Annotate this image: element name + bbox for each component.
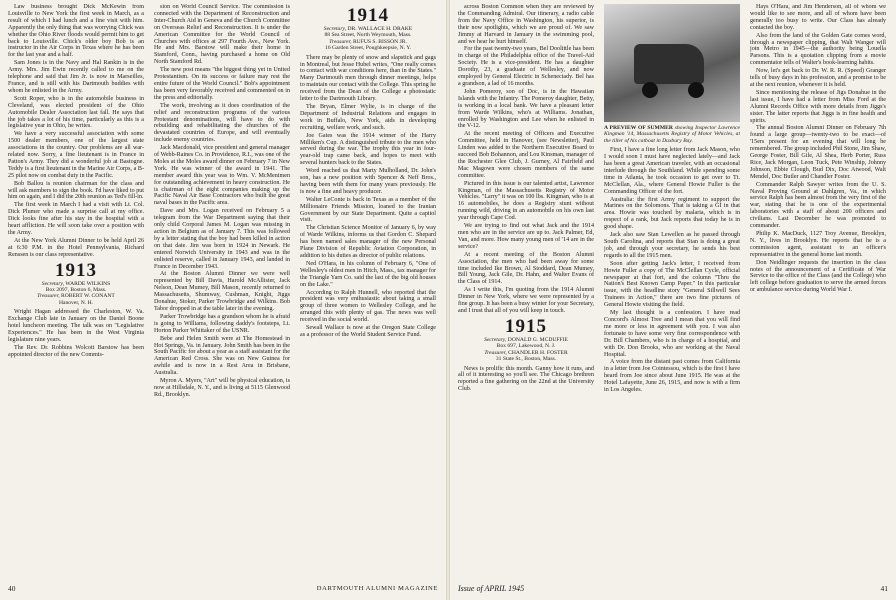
paragraph: Ned O'Hara, in his column of February 6, "One of Wellesley's oldest men in Hitch, Mass., tax manager for the Triangle Yarn Co. said the last of the big old houses on the Lake." <box>300 260 436 288</box>
paragraph: At the recent meeting of Officers and Executive Committee, held in Hanover, (see Newsletter), Paul Linden was added to the Northern Executive Board to succeed Bob Bohannon, and Lou Kinsman, manager of the Rochester Glee Club, J. Gurney, Al Fairfield and Mac Magown were chosen members of the same committee. <box>458 131 594 179</box>
magazine-title: DARTMOUTH ALUMNI MAGAZINE <box>316 585 438 592</box>
paragraph: There may be plenty of snow and slapstick and gags in Montreal, but Jesse Hubel writes, "One really comes to contact with war conditions here, than in the States." Many Dartmouth men through dinner meetings, helps to maintain our contact with the College. This spring he received from the Dean of the College a photostatic letter to the Dartmouth Library. <box>300 54 436 103</box>
paragraph: Sewall Wallace is now at the Oregon State College as a professor of the World Student Service Fund. <box>300 325 436 338</box>
paragraph: Hays O'Hara, and Jim Henderson, all of whom we would like to see more, and all of whom have been generally too busy to write. Our Class has already contacted the boy. <box>750 4 886 31</box>
paragraph: Now, let's get back to Dr. W. R. R. (Speed) Granger tells of busy days in his profession, and a promise to be at the next reunion, whenever it is held. <box>750 68 886 88</box>
right-column-3 <box>750 4 886 574</box>
paragraph: We have a very successful association with some 1500 dealer members, one of the largest state associations in the country. Our problems are all war-related now. Sorry, a fine lieutenant is in France in Patton's Army. They did a wonderful job at Bastogne. Teddy is a first lieutenant in the Marine Air Corps, a B-25 pilot now on combat duty in the Pacific. <box>8 131 144 179</box>
officer-line: Treasurer, ROBERT W. CONANT <box>37 293 115 300</box>
paragraph: We are trying to find out what Jack and the 1914 men who are in the service are up to. Jack Palmer, Ed, Van, and more. How many young men of '14 are in the service? <box>458 223 594 250</box>
class-heading-1914 <box>300 6 436 52</box>
paragraph: Word reached us that Marty Mulholland, Dr. John's son, has a new position with Spencer & Neff Bros., having been with them for many years previously. He is now a fine and heavy producer. <box>300 168 436 195</box>
paragraph: A voice from the distant past comes from California in a letter from Joe Cointessou, which is the first I have heard from Joe since about June 1915. He was at the Hotel Lafayette, June 26, 1915, and now is with a firm in Los Angeles. <box>604 359 740 394</box>
officer-line: Secretary, DONALD G. MCDUFFIE <box>484 336 568 343</box>
page-number: 40 <box>8 584 16 593</box>
left-page-footer <box>8 582 438 596</box>
paragraph: The Christian Science Monitor of January 6, by way of Warde Wilkins, informs us that Gordon C. Shepard has been named sales manager of the new Personal Plane Division of Republic Aviation Corporation, in addition to his duties as director of public relations. <box>300 225 436 259</box>
left-column-2 <box>154 4 290 574</box>
paragraph: The new post means "the biggest thing yet in United Protestantism. On its success or failure may rest the entire future of the World Council." Bob's appointment has been very favorably received and commented on in the press and editorially. <box>154 67 290 101</box>
paragraph: Philip K. MacDuck, 1127 Troy Avenue, Brooklyn, N. Y., lives in Brooklyn. He reports that he is a commission agent, assistant to an officer's representative in the general home last month. <box>750 231 886 258</box>
left-page <box>8 4 438 596</box>
paragraph: Scott Roper, who is in the automobile business in Cleveland, was elected president of the Ohio Automobile Dealer Association last fall. He says that the job takes a lot of his time, particularly as this is a legislative year in Ohio, he writes. <box>8 95 144 130</box>
paragraph: First, I have a fine long letter from Jack Mason, who I would soon I must have neglected lately—and Jack has been a great American traveler, with an occasional interlude through the Southland. While spending some time in Atlanta, he took occasion to get over to Tt. McClellan, Ala., where General Howie Fuller is the Commanding Officer of the fort. <box>604 147 740 195</box>
paragraph: John Pomeroy, son of Doc, is in the Hawaiian Islands with the Infantry. The Pomeroy daughter, Betty, is working in a local bank. We have a pleasant letter from Warde Wilkins, who's at Williams. Jonathan, enrolled by Washington and Lee when he enlisted in the V-12. <box>458 88 594 130</box>
left-column-3 <box>300 4 436 574</box>
officer-address: 16 Garden Street, Poughkeepsie, N. Y. <box>325 45 411 52</box>
paragraph: At a recent meeting of the Boston Alumni Association, the men who had been away for some time included Ike Brown, Al Stoddard, Dean Mumey, Bill Young, Jack Gile, Dr. Hahn, and Walter Evans of the Class of 1914. <box>458 251 594 286</box>
paragraph: At the New York Alumni Dinner to be held April 26 at 6:30 P.M. in the Hotel Pennsylvania, Richard Renssen is our class representative. <box>8 237 144 258</box>
paragraph: For the past twenty-two years, Bel Doolittle has been in charge of the Philadelphia office of the Travel-Aid Society. He is a vice-president. He has a daughter Dorothy, 23, a graduate of Wellesley, and now employed by General Electric in Schenectady. Bel has a grandson, a lad of 16 months. <box>458 46 594 87</box>
officer-address: Hanover, N. H. <box>58 299 94 306</box>
officer-address: Box 697, Lakewood, N. J. <box>496 343 556 350</box>
paragraph: My last thought is a confession. I have read Concord's Almost Tree and I mean that you will find me more or less in agreement with you. I was also fortunate to have some very fine correspondence with Dr. Bill Chambers, who is in charge of a hospital, and with Dr. Don Brooks, who are working at the Naval Hospital. <box>604 310 740 358</box>
right-column-2 <box>604 4 740 574</box>
paragraph: sion on World Council Service. The commission is connected with the Department of Reconstruction and Inter-Church Aid in Geneva and the Church Committee on Overseas Relief and Reconstruction. It is under the American Committee for the World Council of Churches with offices at 297 Fourth Ave., New York. He and Mrs. Barstow will make their home in Stamford, Conn., having purchased a home on Old North Stamford Rd. <box>154 4 290 66</box>
paragraph: across Boston Common when they are reviewed by the Commanding Admiral. Our itinerary, a radio cable from the Navy Office in Washington, his superior, is their now spotlights, which we are proud of. We saw Jimmy at Harvard in January in the swimming pool, and we hear he hurt himself. <box>458 4 594 45</box>
paragraph: Wright Hagan addressed the Charleston, W. Va. Exchange Club late in January on the Daniel Boone hotel luncheon meeting. The talk was on "Legislative Experiences." He has been in the West Virginia legislature nine years. <box>8 309 144 343</box>
right-column-1 <box>458 4 594 574</box>
class-heading-1915 <box>458 317 594 363</box>
officer-address: Box 2097, Boston 6, Mass. <box>45 287 107 294</box>
paragraph: Since mentioning the release of Jigs Donahue in the last issue, I have had a letter from Miss Ford at the Alumni Records Office with more details from Jiggs's sister. The latter reports that Jiggs is in fine health and spirits. <box>750 89 886 124</box>
paragraph: Soon after getting Jack's letter, I received from Howie Fuller a copy of The McClellan Cycle, official newspaper at that fort, and the column "Thru the Nation's Best Known Camp Paper." In this particular issue, with the headline story "General Sillwell Sees Trainees in Action," there are two fine pictures of General Howie visiting the field. <box>604 260 740 309</box>
paragraph: The Rev. Dr. Robbins Wolcott Barstow has been appointed director of the new Commis- <box>8 344 144 358</box>
officer-line: Secretary, WARDE WILKINS <box>41 280 111 287</box>
paragraph: The work, involving as it does coordination of the relief and reconstruction programs of the various Protestant denominations, will have to do with rebuilding and rehabilitating the churches of the devastated countries of Europe, and will eventually include enemy countries. <box>154 102 290 144</box>
officer-line: Secretary, DR. WALLACE H. DRAKE <box>323 26 413 32</box>
paragraph: Commander Ralph Sawyer writes from the U. S. Naval Proving Ground at Dahlgren, Va., in which service Ralph has been almost from the very first of the war, stating that he is one of the experimental laboratories with a staff of about 200 officers and civilians. Last December he was promoted to commander. <box>750 181 886 230</box>
paragraph: The Bryan, Elmer Wylie, is in charge of the Department of Industrial Relations and engages in work in Buffalo, New York, aids in developing recruiting, welfare work, and such. <box>300 103 436 131</box>
paragraph: At the Boston Alumni Dinner we were well represented by Bill Davis, Harold McAllister, Jack Nelson, Dean Mumey, Bill Mason, recently returned to Massachusetts, Shumway, Cushman, Knight, Jiggs Donahue, Stoker, Parker Trowbridge and Wilkins. Bob Tabor dropped in at the table later in the evening. <box>154 271 290 312</box>
officer-line: Treasurer, CHANDLER H. FOSTER <box>484 349 568 356</box>
right-page <box>458 4 888 596</box>
paragraph: Dave and Mrs. Logan received on February 5 a telegram from the War Department saying that their only child Corporal James M. Logan was missing in action in Belgium as of January 7. This was followed by a letter stating that the boy had been killed in action on that date. Jim was born in 1924 in Newark. He entered Norwich University in 1943 and was in the enlisted reserve, called in January 1943, and landed in France in December 1943. <box>154 208 290 270</box>
paragraph: Don Neidlinger requests the insertion in the class notes of the announcement of a Certificate of War Service to the office of the Class (and the College) who left college before graduation to serve the armed forces or ambulance service during World War I. <box>750 259 886 294</box>
class-year: 1914 <box>347 5 389 26</box>
officer-address: 31 State St., Boston, Mass. <box>495 356 557 363</box>
paragraph: Parker Trowbridge has a grandson whom he is afraid is going to Williams, following daddy's footsteps, Lt. Horton Parker Whittaker of the USNR. <box>154 313 290 334</box>
paragraph: As I write this, I'm quoting from the 1914 Alumni Dinner in New York, where we were represented by a fine group. It has been a busy winter for your Secretary, and I trust that all of you will keep in touch. <box>458 287 594 314</box>
photo-caption: A PREVIEW OF SUMMER showing Inspector Lawrence Kingman '14, Massachusetts Registry of Motor Vehicles, at the tiller of his catboat in Duxbury Bay. <box>604 125 740 144</box>
catboat-photo <box>604 4 740 122</box>
class-year: 1913 <box>55 259 97 281</box>
class-year: 1915 <box>505 315 547 337</box>
paragraph: News is prolific this month. Ganny how it runs, and all of it interesting so you'll see. The Chicago brethren reported a fine gathering on the 22nd at the University Club. <box>458 365 594 393</box>
paragraph: Also from the land of the Golden Gate comes word, through a newspaper clipping, that Walt Wanger will join Metro in 1945—the authority being Louella Parsons. This is a quotation clipping from a movie commentator tells of Walter's book-learning habits. <box>750 32 886 67</box>
paragraph: Australia: the first Army regiment to support the Marines on the Solomons. That is taking a GI in that area. Howie was touched by malaria, which is in respect of a rank, but Jack reports that today he is in good shape. <box>604 196 740 231</box>
paragraph: Law business brought Dick McKewin from Louisville to New York the first week in March, as a result of which I had lunch and a fine visit with him. Apparently the only thing that was worrying Chick was whether the Ohio River floods would permit him to get back to Louisville. Chick's older boy Bob is an instructor in the Air Corps in Texas where he has been for the last year and a half. <box>8 4 144 59</box>
paragraph: Jack Macdonald, vice president and general manager of Webb-Raines Co. in Providence, R.I., was one of the Moles at the Moles award dinner on February 7 in New York. He was winner of the award in 1941. The member award this year was to Wm. V. McMenimen for outstanding achievement in heavy construction. He is chairman of the eight companies making up the Pacific Naval Air Base Contractors who built the great naval bases in the Pacific area. <box>154 145 290 207</box>
paragraph: Bebe and Helen Smith were at The Homestead in Hot Springs, Va. in January. John Smith has been in the South Pacific for about a year as a staff assistant for the American Red Cross. She was on New Guinea for awhile and is now in a Rest Area in Brisbane, Australia. <box>154 335 290 377</box>
paragraph: Myron A. Myers, "Art" will be physical education, is now at Hillsdale, N. Y., and is living at 5115 Glenwood Rd., Brooklyn. <box>154 378 290 398</box>
officer-address: 88 Sea Street, North Weymouth, Mass. <box>324 32 412 39</box>
page-number: 41 <box>880 584 888 593</box>
paragraph: Pictured in this issue is our talented artist, Lawrence Kingman, of the Massachusetts Registry of Motor Vehicles. "Larry" it was on 100 lbs. Kingman, who is at 16 automobiles, he does a Registry stunt without running wild, driving in an automobile on his own last year through Cape Cod. <box>458 180 594 222</box>
right-page-footer <box>458 582 888 596</box>
paragraph: Sam Jones is in the Navy and Hal Rankin is in the Army. Mrs. Jim Ewin recently called to me on the telephone and said that Jim Jr. is now in Marseilles, France, and is still with his Dartmouth buddies with whom he enlisted in the Army. <box>8 60 144 94</box>
paragraph: Joe Gates was the 1914 winner of the Harry Milliken's Cup. A distinguished tribute to the men who served during the war. The trophy this year in four-year-old trap came back, and hopes to meet with several hunters back to the States. <box>300 132 436 167</box>
paragraph: Jack also saw Stan Lewellen as he passed through South Carolina, and reports that Stan is doing a great job, and through your secretary, he sends his best regards to all the 1915 men. <box>604 232 740 259</box>
left-column-1 <box>8 4 144 574</box>
paragraph: According to Ralph Hunnell, who reported that the president was very enthusiastic about taking a small group of three women to Wellesley College, and he arranged this with plenty of gas. The news was well received in the social world. <box>300 289 436 324</box>
paragraph: Bob Ballou is reunion chairman for the class and will ask members to sign the book. I'd have liked to put him on again, and I did the 20th reunion as Ted's fill-in. <box>8 180 144 201</box>
issue-date: Issue of APRIL 1945 <box>458 584 525 593</box>
paragraph: Walter LeConte is back in Texas as a member of the Millionaire Friends Mission, loaned to the Iranian Government by our State Department. Quite a capitol visit. <box>300 196 436 224</box>
page-gutter <box>446 0 450 600</box>
officer-line: Treasurer, RUFUS S. BISSON JR. <box>329 38 407 45</box>
paragraph: The annual Boston Alumni Dinner on February 7th found a large group—twenty-two to be exact—of '15ers present for an evening that will long be remembered. The group included Phil Stone, Jim Shaw, George Foster, Bill Gile, Al Shea, Herb Porter, Russ Rice, Jack Morgan, Leon Tuck, Pete Winship, Johnny Johnson, Ebbie Clough, Bud Dix, Doc Atwood, Walt Mendel, Doc Butler and Chandler Foster. <box>750 125 886 180</box>
class-heading-1913 <box>8 261 144 307</box>
paragraph: The first week in March I had a visit with Lt. Col. Dick Plumer who made a surprise call at my office. Dick looks fine after his stay in the hospital with a heart affliction. He will soon take over a position with the Army. <box>8 202 144 236</box>
